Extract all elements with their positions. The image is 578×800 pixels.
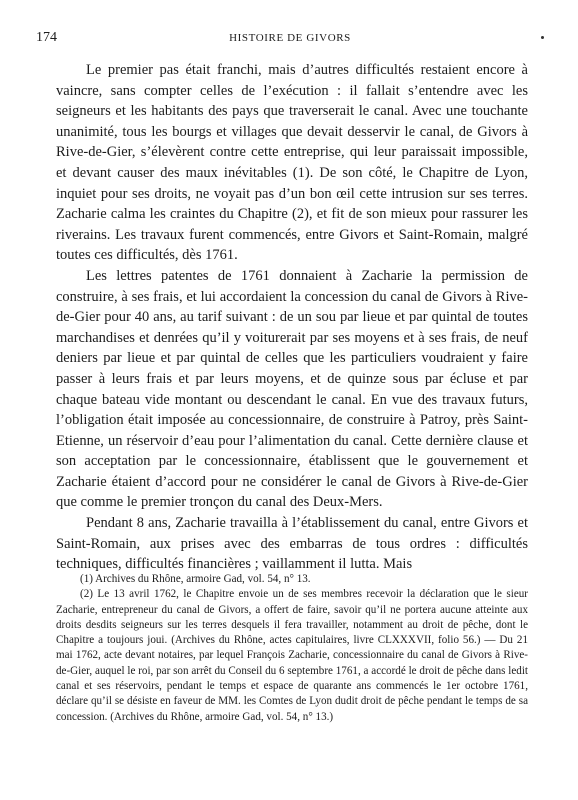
paragraph: Le premier pas était franchi, mais d’autres difficultés restaient encore à vaincre, sans compter celles de l’exécution : il fallait s’entendre avec les seigneurs et les habitants des pays que traverserait le canal. Avec une touchante unanimité, tous les bourgs et villages que devait desservir le canal, de Givors à Rive-de-Gier, s’élevèrent contre cette entreprise, qui leur paraissait impossible, et devant causer des maux inévitables (1). De son côté, le Chapitre de Lyon, inquiet pour ses droits, ne voyait pas d’un bon œil cette intrusion sur ses terres. Zacharie calma les craintes du Chapitre (2), et fit de son mieux pour rassurer les riverains. Les travaux furent commencés, entre Givors et Saint-Romain, malgré toutes ces difficultés, dès 1761. xyxy=(56,62,528,264)
paragraph: Pendant 8 ans, Zacharie travailla à l’établissement du canal, entre Givors et Saint-Romain, aux prises avec des embarras de tous ordres : difficultés techniques, difficultés financières ; vaillamment il lutta. Mais xyxy=(56,515,528,573)
footnotes xyxy=(56,572,528,725)
running-title: HISTOIRE DE GIVORS xyxy=(229,32,351,44)
footnote: (2) Le 13 avril 1762, le Chapitre envoie un de ses membres recevoir la déclaration que le sieur Zacharie, entrepreneur du canal de Givors, a offert de faire, savoir qu’il ne portera aucune atteinte aux droits desdits seigneurs sur les terres desquels il fera travailler, notamment au droit de pêche, dont le Chapitre a toujours joui. (Archives du Rhône, actes capitulaires, livre CLXXXVII, folio 56.) — Du 21 mai 1762, acte devant notaires, par lequel François Zacharie, concessionnaire du canal de Givors à Rive-de-Gier, auquel le roi, par son arrêt du Conseil du 6 septembre 1761, a accordé le droit de pêche dans ledit canal et ses réservoirs, pendant le temps et espace de quarante ans commencés le 1er octobre 1761, déclare qu’il se désiste en faveur de MM. les Comtes de Lyon dudit droit de pêche pendant le temps de sa concession. (Archives du Rhône, armoire Gad, vol. 54, n° 13.) xyxy=(56,588,528,723)
paragraph: Les lettres patentes de 1761 donnaient à Zacharie la permission de construire, à ses frais, et lui accordaient la concession du canal de Givors à Rive-de-Gier pour 40 ans, au tarif suivant : de un sou par lieue et par quintal de toutes marchandises et denrées qu’il y voiturerait par ses moyens et à ses frais, de neuf deniers par lieue et par quintal de celles que les particuliers voudraient y faire passer à leurs frais et par leurs moyens, et de quinze sous par écluse et par chaque bateau vide montant ou descendant le canal. En vue des travaux futurs, l’obligation était imposée au concessionnaire, de construire à Patroy, près Saint-Etienne, un réservoir d’eau pour l’alimentation du canal. Cette dernière clause et son acceptation par le concessionnaire, établissent que le gouvernement et Zacharie étaient d’accord pour ne considérer le canal de Givors à Rive-de-Gier que comme le premier tronçon du canal des Deux-Mers. xyxy=(56,267,528,511)
footnote: (1) Archives du Rhône, armoire Gad, vol. 54, n° 13. xyxy=(80,573,311,585)
page-header xyxy=(36,30,544,50)
main-text xyxy=(56,60,528,575)
ink-speck xyxy=(541,36,544,39)
page-number: 174 xyxy=(36,30,57,45)
